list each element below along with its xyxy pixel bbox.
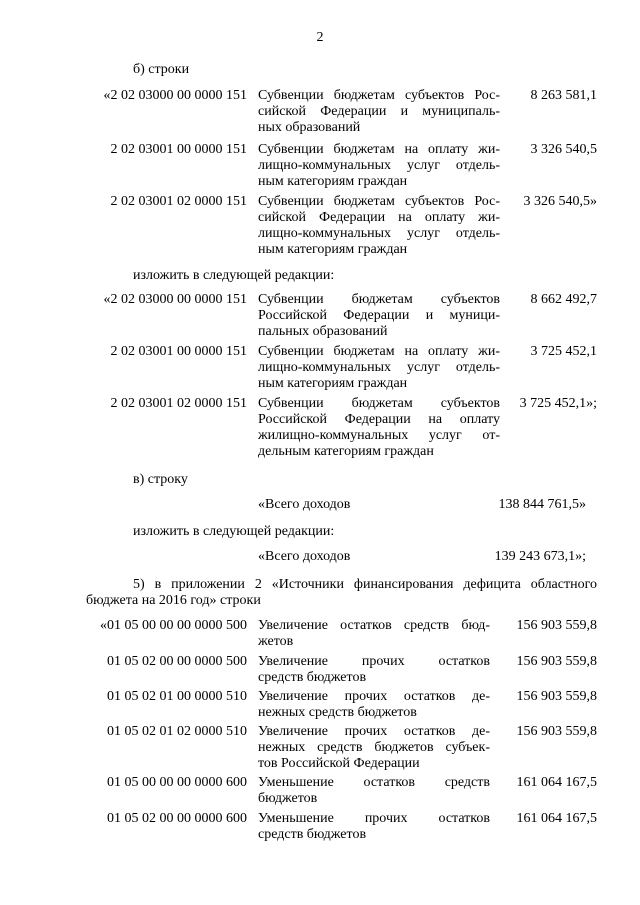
row-amount: 8 662 492,7 bbox=[530, 292, 597, 307]
row-description: Субвенции бюджетам субъектов Рос- сийской Федерации и муниципаль- ных образований bbox=[258, 88, 500, 135]
row-amount: 8 263 581,1 bbox=[530, 88, 597, 103]
budget-code: 01 05 02 00 00 0000 600 bbox=[107, 811, 247, 826]
row-amount: 3 326 540,5» bbox=[523, 194, 597, 209]
budget-code: 2 02 03001 00 0000 151 bbox=[110, 142, 247, 157]
row-description: Субвенции бюджетам субъектов Рос- сийской Федерации на оплату жи- лищно-коммунальных услуг отдель- ным категориям граждан bbox=[258, 194, 500, 257]
budget-code: 2 02 03001 02 0000 151 bbox=[110, 396, 247, 411]
page-number: 2 bbox=[316, 30, 324, 45]
replace-instruction: изложить в следующей редакции: bbox=[133, 268, 335, 283]
row-description: Увеличение остатков средств бюд- жетов bbox=[258, 618, 490, 649]
row-description: Увеличение прочих остатков де- нежных средств бюджетов субъек- тов Российской Федерации bbox=[258, 724, 490, 771]
row-description: Увеличение прочих остатков средств бюджетов bbox=[258, 654, 490, 685]
row-description: Субвенции бюджетам на оплату жи- лищно-коммунальных услуг отдель- ным категориям граждан bbox=[258, 344, 500, 391]
row-description: Субвенции бюджетам субъектов Российской Федерации и муници- пальных образований bbox=[258, 292, 500, 339]
budget-code: «2 02 03000 00 0000 151 bbox=[103, 88, 247, 103]
row-amount: 3 725 452,1 bbox=[530, 344, 597, 359]
budget-code: 01 05 00 00 00 0000 600 bbox=[107, 775, 247, 790]
row-amount: 161 064 167,5 bbox=[516, 811, 597, 826]
row-description: Уменьшение остатков средств бюджетов bbox=[258, 775, 490, 806]
replace-instruction: изложить в следующей редакции: bbox=[133, 524, 335, 539]
row-description: Субвенции бюджетам субъектов Российской Федерации на оплату жилищно-коммунальных услуг от- дельным категориям граждан bbox=[258, 396, 500, 459]
budget-code: 2 02 03001 02 0000 151 bbox=[110, 194, 247, 209]
row-description: Субвенции бюджетам на оплату жи- лищно-коммунальных услуг отдель- ным категориям граждан bbox=[258, 142, 500, 189]
row-amount: 156 903 559,8 bbox=[516, 618, 597, 633]
row-description: Уменьшение прочих остатков средств бюджетов bbox=[258, 811, 490, 842]
row-amount: 3 326 540,5 bbox=[530, 142, 597, 157]
budget-code: «01 05 00 00 00 0000 500 bbox=[100, 618, 247, 633]
row-amount: 156 903 559,8 bbox=[516, 689, 597, 704]
row-amount: 156 903 559,8 bbox=[516, 654, 597, 669]
total-amount: 139 243 673,1»; bbox=[494, 549, 586, 564]
budget-code: «2 02 03000 00 0000 151 bbox=[103, 292, 247, 307]
budget-code: 2 02 03001 00 0000 151 bbox=[110, 344, 247, 359]
total-label: «Всего доходов bbox=[258, 497, 351, 512]
section-5-intro: 5) в приложении 2 «Источники финансирования дефицита областного бюджета на 2016 год» строки bbox=[86, 577, 597, 608]
row-amount: 156 903 559,8 bbox=[516, 724, 597, 739]
section-v-heading: в) строку bbox=[133, 472, 188, 487]
budget-code: 01 05 02 00 00 0000 500 bbox=[107, 654, 247, 669]
budget-code: 01 05 02 01 00 0000 510 bbox=[107, 689, 247, 704]
row-description: Увеличение прочих остатков де- нежных средств бюджетов bbox=[258, 689, 490, 720]
total-amount: 138 844 761,5» bbox=[498, 497, 586, 512]
row-amount: 3 725 452,1»; bbox=[519, 396, 597, 411]
row-amount: 161 064 167,5 bbox=[516, 775, 597, 790]
budget-code: 01 05 02 01 02 0000 510 bbox=[107, 724, 247, 739]
total-label: «Всего доходов bbox=[258, 549, 351, 564]
section-b-heading: б) строки bbox=[133, 62, 190, 77]
